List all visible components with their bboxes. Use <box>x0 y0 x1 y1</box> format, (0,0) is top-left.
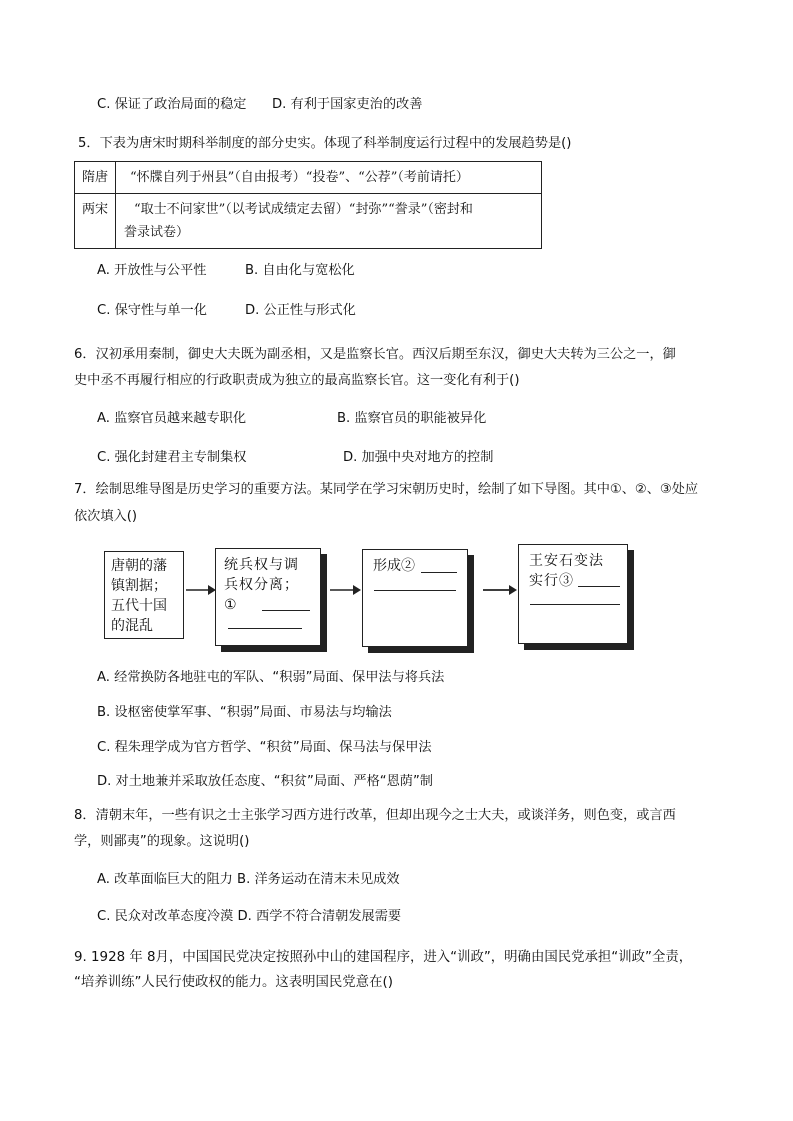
table-row <box>75 194 542 249</box>
arrow-right-icon <box>184 583 218 597</box>
q5-option-d: D. 公正性与形式化 <box>245 303 356 318</box>
era-cell: 隋唐 <box>75 162 116 194</box>
blank-3 <box>578 586 620 587</box>
box-text: 统兵权与调 <box>224 557 299 573</box>
q5-table <box>74 161 542 249</box>
box-text: 形成② <box>373 558 415 574</box>
q7-option-c: C. 程朱理学成为官方哲学、“积贫”局面、保马法与保甲法 <box>97 740 432 755</box>
q6-option-b: B. 监察官员的职能被异化 <box>337 411 487 426</box>
blank-1b <box>228 628 302 629</box>
q9-stem-line1: 9. 1928 年 8月，中国国民党决定按照孙中山的建国程序，进入“训政”，明确由国民党承担“训政”全责， <box>74 950 693 965</box>
mind-map-box-4 <box>518 544 628 644</box>
content-line: 誊录试卷） <box>124 225 190 240</box>
q5-option-b: B. 自由化与宽松化 <box>245 263 355 278</box>
q5-option-c: C. 保守性与单一化 <box>97 303 207 318</box>
q7-option-b: B. 设枢密使掌军事、“积弱”局面、市易法与均输法 <box>97 705 392 720</box>
blank-3b <box>530 604 620 605</box>
blank-2b <box>374 590 456 591</box>
q6-option-d: D. 加强中央对地方的控制 <box>343 450 494 465</box>
q7-option-a: A. 经常换防各地驻屯的军队、“积弱”局面、保甲法与将兵法 <box>97 670 445 685</box>
box-text: 镇割据； <box>111 578 167 594</box>
box-text: 五代十国 <box>111 598 167 614</box>
box-text: ① <box>224 597 238 613</box>
mind-map-box-3 <box>362 549 468 647</box>
content-cell: “怀牒自列于州县”（自由报考）“投卷”、“公荐”（考前请托） <box>116 162 542 194</box>
content-cell <box>116 194 542 249</box>
q6-option-c: C. 强化封建君主专制集权 <box>97 450 247 465</box>
mind-map-box-1 <box>104 551 184 639</box>
mind-map-box-2 <box>215 548 321 646</box>
box-text: 实行③ <box>529 573 574 589</box>
box-text: 王安石变法 <box>529 553 604 569</box>
arrow-right-icon <box>479 583 519 597</box>
q4-option-d: D. 有利于国家吏治的改善 <box>272 97 423 112</box>
q5-stem: 5．下表为唐宋时期科举制度的部分史实。体现了科举制度运行过程中的发展趋势是() <box>78 136 572 151</box>
box-text: 的混乱 <box>111 618 153 634</box>
blank-1 <box>262 610 310 611</box>
q8-stem-line2: 学，则鄙夷”的现象。这说明() <box>74 834 250 849</box>
table-row <box>75 162 542 194</box>
q4-option-c: C. 保证了政治局面的稳定 <box>97 97 247 112</box>
box-text: 唐朝的藩 <box>111 558 167 574</box>
q8-options-cd: C. 民众对改革态度冷漠 D. 西学不符合清朝发展需要 <box>97 909 402 924</box>
q7-stem-line2: 依次填入() <box>74 509 138 524</box>
q7-stem-line1: 7．绘制思维导图是历史学习的重要方法。某同学在学习宋朝历史时，绘制了如下导图。其中①、②、③处应 <box>74 482 699 497</box>
box-text: 兵权分离； <box>224 577 299 593</box>
q8-options-ab: A. 改革面临巨大的阻力 B. 洋务运动在清末未见成效 <box>97 872 400 887</box>
q5-option-a: A. 开放性与公平性 <box>97 263 207 278</box>
q8-stem-line1: 8．清朝末年，一些有识之士主张学习西方进行改革，但却出现今之士大夫，或谈洋务，则色变，或言西 <box>74 808 676 823</box>
arrow-right-icon <box>327 583 363 597</box>
q6-stem-line1: 6．汉初承用秦制，御史大夫既为副丞相，又是监察长官。西汉后期至东汉，御史大夫转为三公之一，御 <box>74 347 676 362</box>
era-cell: 两宋 <box>75 194 116 249</box>
q6-option-a: A. 监察官员越来越专职化 <box>97 411 247 426</box>
content-line: “取士不问家世”（以考试成绩定去留）“封弥”“誊录”（密封和 <box>134 202 473 217</box>
q9-stem-line2: “培养训练”人民行使政权的能力。这表明国民党意在() <box>74 975 393 990</box>
q6-stem-line2: 史中丞不再履行相应的行政职责成为独立的最高监察长官。这一变化有利于() <box>74 373 520 388</box>
q7-option-d: D. 对土地兼并采取放任态度、“积贫”局面、严格“恩荫”制 <box>97 774 433 789</box>
blank-2 <box>421 572 457 573</box>
